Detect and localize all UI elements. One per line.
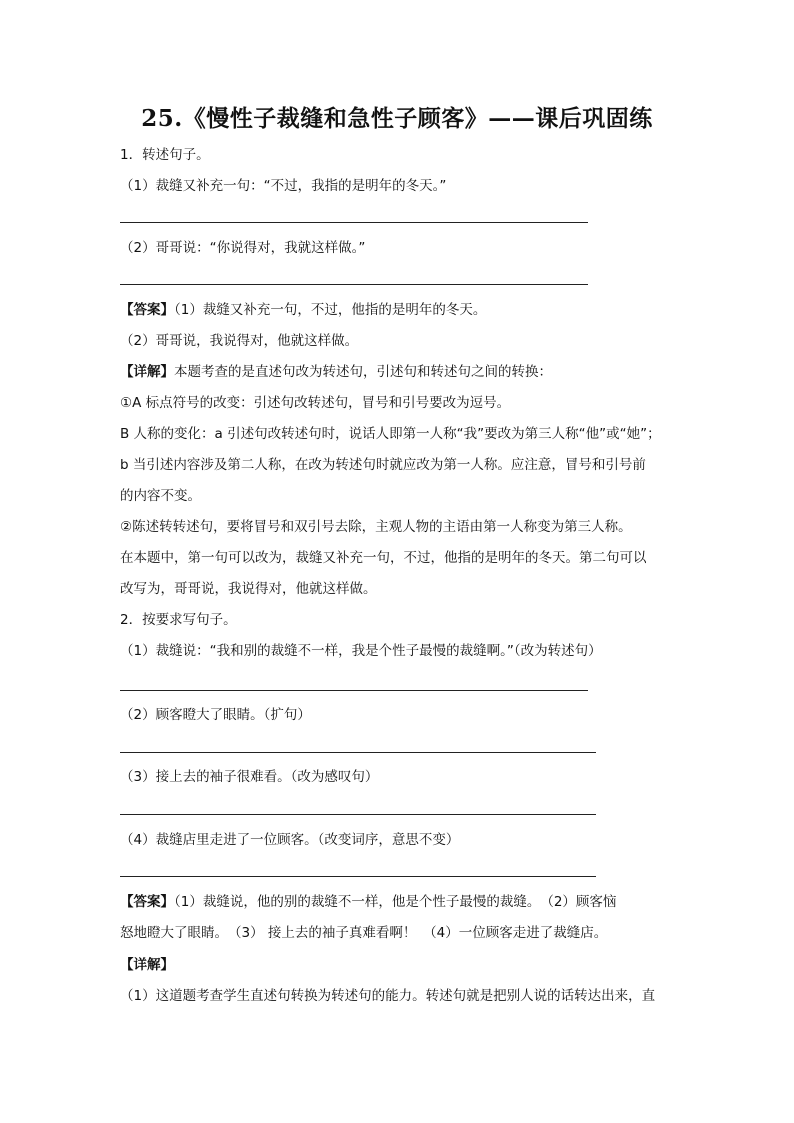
detail-text: 本题考查的是直述句改为转述句，引述句和转述句之间的转换： bbox=[174, 364, 552, 380]
detail-2-label-line bbox=[120, 955, 174, 975]
detail-point-2: ②陈述转转述句，要将冒号和双引号去除，主观人物的主语由第一人称变为第三人称。 bbox=[120, 519, 632, 535]
answer-1-line-1 bbox=[120, 300, 486, 320]
answer-line bbox=[120, 284, 588, 285]
q1-item-2: （2）哥哥说：“你说得对，我就这样做。” bbox=[120, 240, 366, 256]
q1-item-1: （1）裁缝又补充一句：“不过，我指的是明年的冬天。” bbox=[120, 178, 447, 194]
detail-1-line bbox=[120, 362, 552, 382]
detail-summary-1: 在本题中，第一句可以改为，裁缝又补充一句，不过，他指的是明年的冬天。第二句可以 bbox=[120, 550, 647, 566]
answer-line bbox=[120, 690, 588, 691]
answer-label: 【答案】 bbox=[120, 894, 174, 910]
q2-heading: 2．按要求写句子。 bbox=[120, 612, 237, 628]
answer-line bbox=[120, 876, 596, 877]
detail-summary-2: 改写为，哥哥说，我说得对，他就这样做。 bbox=[120, 581, 377, 597]
answer-2-line-1 bbox=[120, 892, 616, 912]
q2-item-4: （4）裁缝店里走进了一位顾客。（改变词序，意思不变） bbox=[120, 832, 460, 848]
answer-label: 【答案】 bbox=[120, 302, 174, 318]
detail-label: 【详解】 bbox=[120, 957, 174, 973]
q2-item-3: （3）接上去的袖子很难看。（改为感叹句） bbox=[120, 769, 379, 785]
answer-line bbox=[120, 814, 596, 815]
detail-point-b-3: 的内容不变。 bbox=[120, 488, 201, 504]
detail-point-b-2: b 当引述内容涉及第二人称，在改为转述句时就应改为第一人称。应注意，冒号和引号前 bbox=[120, 457, 646, 473]
answer-text: （1）裁缝说，他的别的裁缝不一样，他是个性子最慢的裁缝。 （2）顾客恼 bbox=[174, 894, 617, 910]
q2-item-1: （1）裁缝说：“我和别的裁缝不一样，我是个性子最慢的裁缝啊。”（改为转述句） bbox=[120, 643, 602, 659]
answer-line bbox=[120, 222, 588, 223]
answer-2-line-2: 怒地瞪大了眼睛。 （3） 接上去的袖子真难看啊！ （4）一位顾客走进了裁缝店。 bbox=[120, 925, 608, 941]
answer-text: （1）裁缝又补充一句，不过，他指的是明年的冬天。 bbox=[174, 302, 487, 318]
detail-point-b-1: B 人称的变化：a 引述句改转述句时，说话人即第一人称“我”要改为第三人称“他”或“她”； bbox=[120, 426, 661, 442]
answer-line bbox=[120, 752, 596, 753]
detail-point-1: ①A 标点符号的改变：引述句改转述句，冒号和引号要改为逗号。 bbox=[120, 395, 511, 411]
answer-1-line-2: （2）哥哥说，我说得对，他就这样做。 bbox=[120, 333, 359, 349]
q2-item-2: （2）顾客瞪大了眼睛。（扩句） bbox=[120, 707, 311, 723]
page-title: 25.《慢性子裁缝和急性子顾客》——课后巩固练 bbox=[141, 105, 653, 132]
detail-2-line-1: （1）这道题考查学生直述句转换为转述句的能力。转述句就是把别人说的话转达出来，直 bbox=[120, 988, 656, 1004]
detail-label: 【详解】 bbox=[120, 364, 174, 380]
q1-heading: 1．转述句子。 bbox=[120, 147, 210, 163]
